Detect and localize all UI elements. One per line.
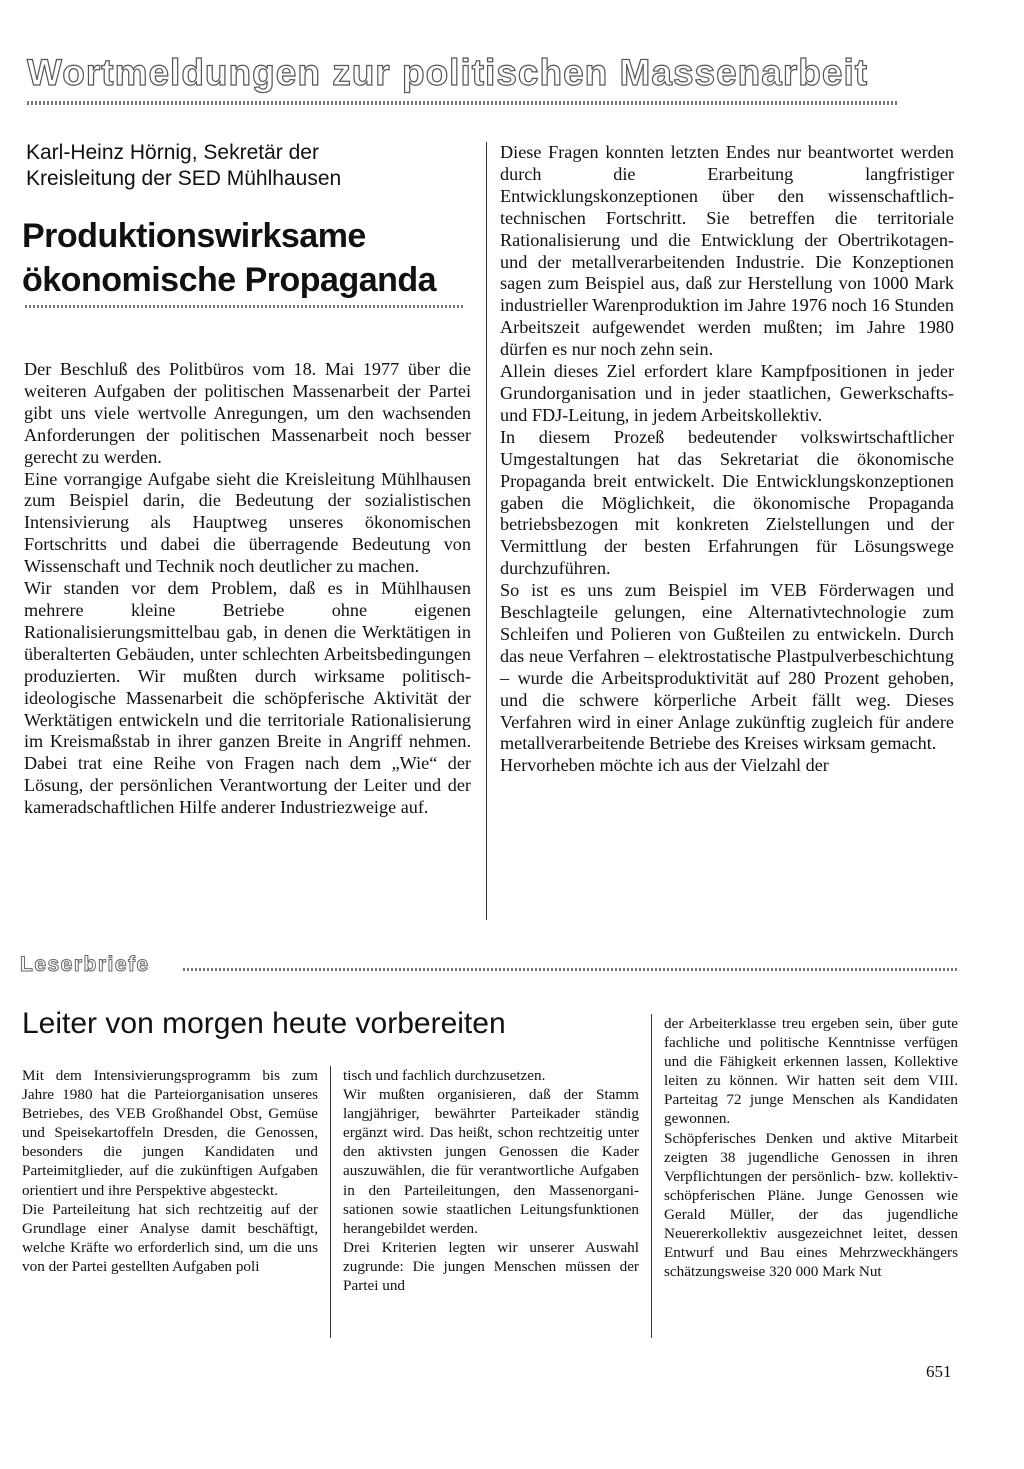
letters-section-rule	[183, 968, 958, 971]
letters-section-title: Leserbriefe	[20, 953, 150, 976]
headline-rule	[25, 305, 465, 308]
letters-column-1: Mit dem Intensivierungsprogramm bis zum Jahre 1980 hat die Parteiorganisation unseres Betriebes, des VEB Großhandel Obst, Gemüse und Speisekartoffeln Dresden, die Genossen, besonders die jungen Kandidaten und Parteimitglieder, auf die zukünftigen Aufgaben orientiert und ihre Perspektive abgesteckt. Die Parteileitung hat sich rechtzeitig auf der Grundlage einer Analyse damit beschäftigt, welche Kräfte wo erforderlich sind, um die uns von der Partei gestellten Aufgaben poli	[22, 1067, 318, 1275]
article-column-2: Diese Fragen konnten letzten Endes nur beantwortet werden durch die Erarbeitung langfristiger Entwicklungskonzeptionen über den wissenschaftlich-technischen Fortschritt. Sie betreffen die territoriale Rationalisierung und die Entwicklung der Obertrikotagen- und der metallverarbeitenden Industrie. Die Konzeptionen sagen zum Beispiel aus, daß zur Herstellung von 1000 Mark industrieller Warenproduktion im Jahre 1976 noch 16 Stunden Arbeitszeit aufgewendet werden mußten; im Jahre 1980 dürfen es nur noch zehn sein. Allein dieses Ziel erfordert klare Kampfpositionen in jeder Grundorganisation und in jeder staatlichen, Gewerkschafts- und FDJ-Leitung, in jedem Arbeitskollektiv. In diesem Prozeß bedeutender volkswirtschaftlicher Umgestaltungen hat das Sekretariat die ökonomische Propaganda breit entwickelt. Die Entwicklungskonzeptionen gaben die Möglichkeit, die ökonomische Propaganda betriebsbezogen mit konkreten Zielstellungen und der Vermittlung der besten Erfahrungen für Lösungswege durchzuführen. So ist es uns zum Beispiel im VEB Förderwagen und Beschlagteile gelungen, eine Alternativtechnologie zum Schleifen und Polieren von Gußteilen zu entwickeln. Durch das neue Verfahren – elektrostatische Plastpulverbeschichtung – wurde die Arbeitsproduktivität auf 280 Prozent gehoben, und die schwere körperliche Arbeit fällt weg. Dieses Verfahren wird in einer Anlage zukünftig zugleich für andere metallverarbeitende Betriebe des Kreises wirksam gemacht. Hervorheben möchte ich aus der Vielzahl der	[500, 142, 954, 776]
letters-column-3: der Arbeiterklasse treu ergeben sein, über gute fachliche und politische Kenntnisse verfügen und die Fähigkeit erkennen lassen, Kollektive leiten zu können. Wir hatten seit dem VIII. Parteitag 72 junge Menschen als Kandidaten gewonnen. Schöpferisches Denken und aktive Mitarbeit zeigten 38 jugendliche Genossen in ihren Verpflichtungen der persönlich- bzw. kollektivschöpferischen Pläne. Junge Genossen wie Gerald Müller, der das jugendliche Neuererkollektiv ausgezeichnet leitet, dessen Entwurf und Bau eines Mehrzweckhängers schätzungsweise 320 000 Mark Nut	[664, 1015, 958, 1281]
section-title: Wortmeldungen zur politischen Massenarbeit	[27, 52, 869, 93]
article-headline: Produktionswirksame ökonomische Propaganda	[22, 217, 437, 299]
letters-divider-2	[651, 1014, 652, 1338]
column-divider	[486, 142, 487, 920]
article-column-1: Der Beschluß des Politbüros vom 18. Mai 1977 über die weiteren Aufgaben der politischen Massenarbeit der Partei gibt uns viele wertvolle Anregungen, um den wachsenden Anforderungen der politischen Massenarbeit noch besser gerecht zu werden. Eine vorrangige Aufgabe sieht die Kreisleitung Mühlhausen zum Beispiel darin, die Bedeutung der sozialistischen Intensivierung als Hauptweg unseres ökonomischen Fortschritts und dabei die überragende Bedeutung von Wissenschaft und Technik noch deutlicher zu machen. Wir standen vor dem Problem, daß es in Mühlhausen mehrere kleine Betriebe ohne eigenen Rationalisierungsmittelbau gab, in denen die Werktätigen in überalterten Gebäuden, unter schlechten Arbeitsbedingungen produzierten. Wir mußten durch wirksame politisch-ideologische Massenarbeit die schöpferische Aktivität der Werktätigen entwickeln und die territoriale Rationalisierung im Kreismaßstab in ihrer ganzen Breite in Angriff nehmen. Dabei trat eine Reihe von Fragen nach dem „Wie“ der Lösung, der persönlichen Verantwortung der Leiter und der kameradschaftlichen Hilfe anderer Industriezweige auf.	[24, 359, 471, 818]
section-title-rule	[27, 101, 897, 105]
letters-column-2: tisch und fachlich durchzusetzen. Wir mußten organisieren, daß der Stamm langjähriger, bewährter Parteikader ständig ergänzt wird. Das heißt, schon rechtzeitig unter den aktivsten jungen Genossen die Kader auszuwählen, die für verantwortliche Aufgaben in den Parteileitungen, den Massenorganisationen sowie staatlichen Leitungsfunktionen herangebildet werden. Drei Kriterien legten wir unserer Auswahl zugrunde: Die jungen Menschen müssen der Partei und	[343, 1067, 639, 1295]
letters-divider-1	[330, 1066, 331, 1338]
page-number: 651	[926, 1362, 952, 1381]
article-byline: Karl-Heinz Hörnig, Sekretär der Kreisleitung der SED Mühlhausen	[26, 141, 342, 190]
letters-headline: Leiter von morgen heute vorbereiten	[22, 1007, 506, 1040]
